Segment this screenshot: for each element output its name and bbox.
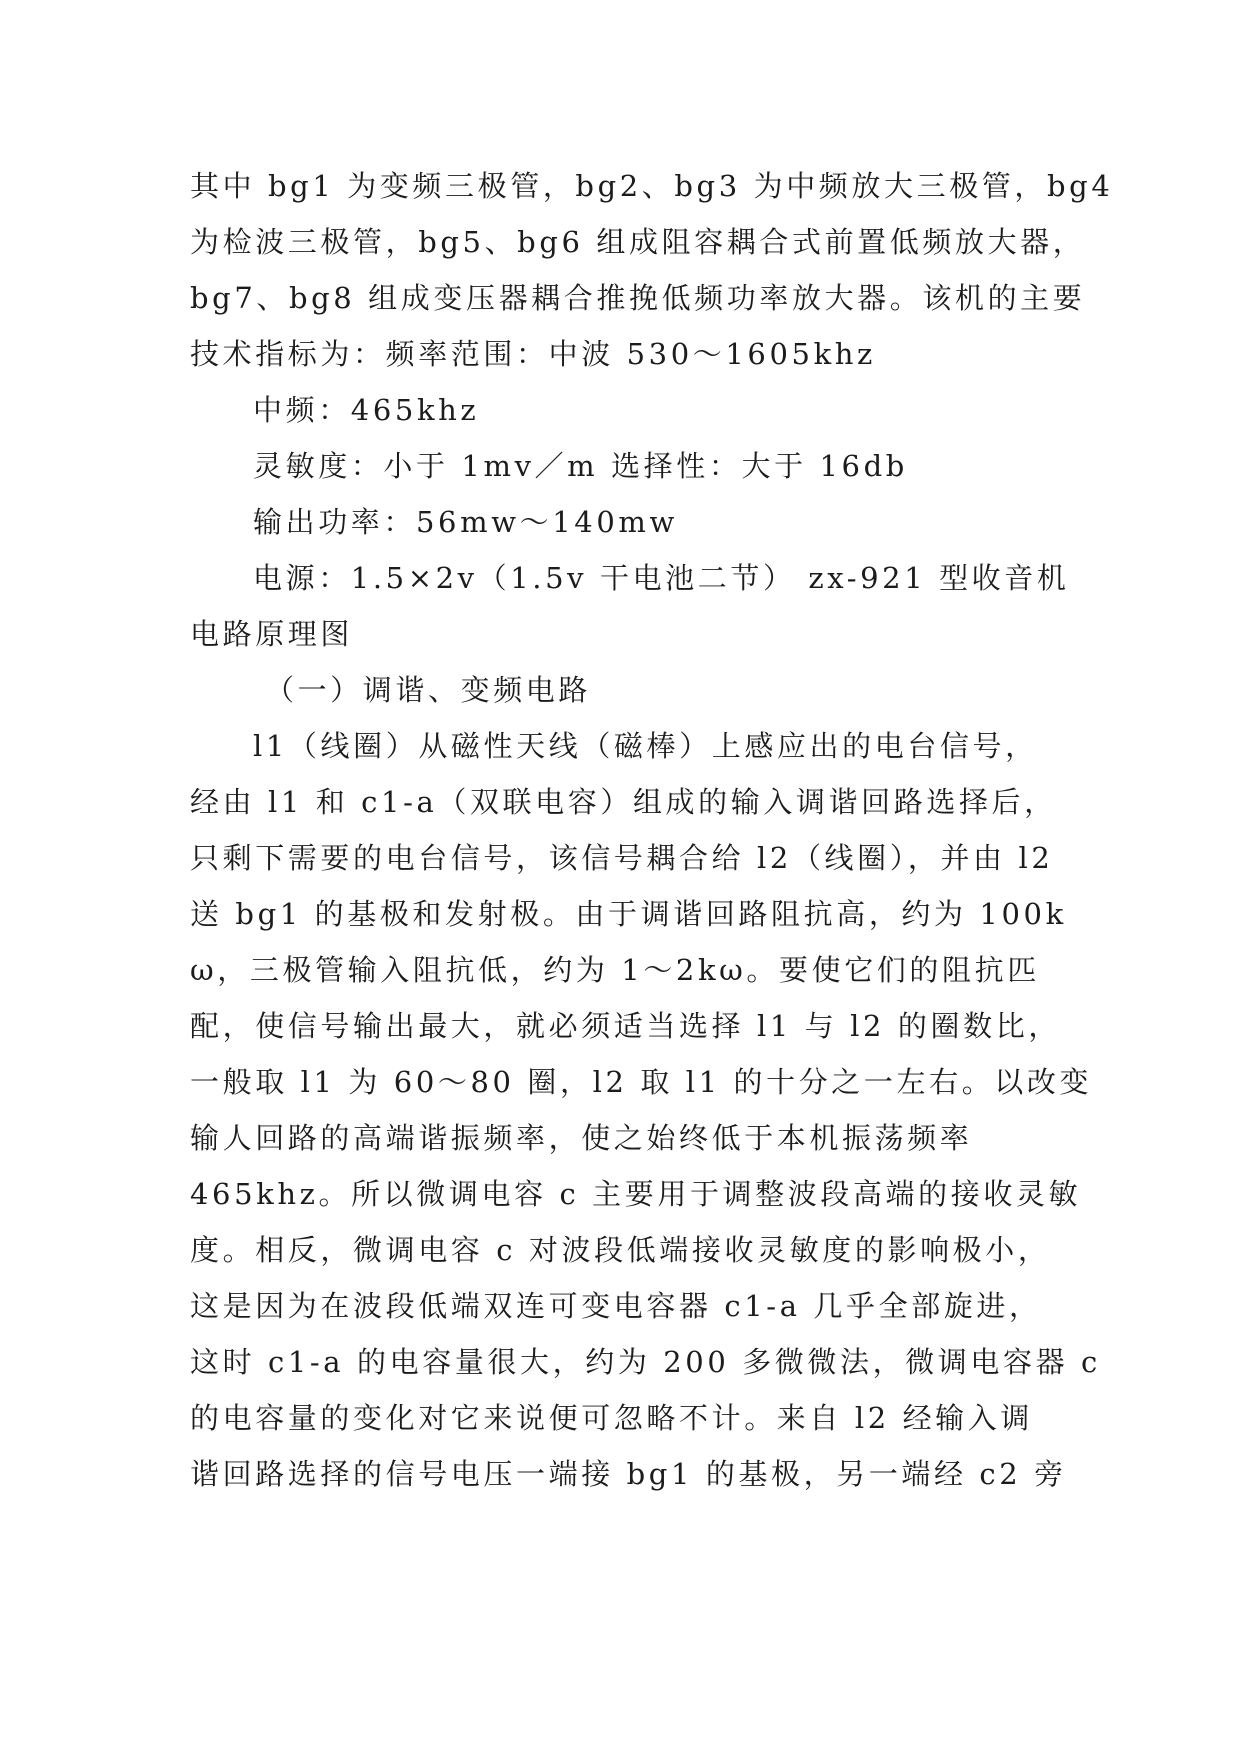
text-line: 送 bg1 的基极和发射极。由于调谐回路阻抗高，约为 100k — [190, 897, 1067, 931]
text-line: 输人回路的高端谐振频率，使之始终低于本机振荡频率 — [190, 1121, 973, 1155]
text-line: 的电容量的变化对它来说便可忽略不计。来自 l2 经输入调 — [190, 1401, 1033, 1435]
text-line: 其中 bg1 为变频三极管，bg2、bg3 为中频放大三极管，bg4 — [190, 169, 1114, 203]
text-line: 谐回路选择的信号电压一端接 bg1 的基极，另一端经 c2 旁 — [190, 1457, 1067, 1491]
text-line: bg7、bg8 组成变压器耦合推挽低频功率放大器。该机的主要 — [190, 281, 1086, 315]
text-line: 这时 c1-a 的电容量很大，约为 200 多微微法，微调电容器 c — [190, 1345, 1101, 1379]
text-line: 灵敏度：小于 1mv／m 选择性：大于 16db — [253, 449, 908, 483]
text-line: 配，使信号输出最大，就必须适当选择 l1 与 l2 的圈数比， — [190, 1009, 1061, 1043]
text-line: ω，三极管输入阻抗低，约为 1～2kω。要使它们的阻抗匹 — [190, 953, 1040, 987]
text-line: 度。相反，微调电容 c 对波段低端接收灵敏度的影响极小， — [190, 1233, 1051, 1267]
text-line: 只剩下需要的电台信号，该信号耦合给 l2（线圈），并由 l2 — [190, 841, 1054, 875]
text-line: 输出功率：56mw～140mw — [253, 505, 678, 539]
text-line: 经由 l1 和 c1-a（双联电容）组成的输入调谐回路选择后， — [190, 785, 1057, 819]
text-line: 一般取 l1 为 60～80 圈，l2 取 l1 的十分之一左右。以改变 — [190, 1065, 1093, 1099]
text-line: 电路原理图 — [190, 617, 354, 651]
text-line: 电源：1.5×2v（1.5v 干电池二节） zx-921 型收音机 — [253, 561, 1070, 595]
text-line: 为检波三极管，bg5、bg6 组成阻容耦合式前置低频放大器， — [190, 225, 1086, 259]
text-line: 中频：465khz — [253, 393, 480, 427]
text-line: 技术指标为：频率范围：中波 530～1605khz — [190, 337, 876, 371]
text-line: 465khz。所以微调电容 c 主要用于调整波段高端的接收灵敏 — [190, 1177, 1082, 1211]
section-heading: （一）调谐、变频电路 — [265, 673, 592, 707]
text-line: l1（线圈）从磁性天线（磁棒）上感应出的电台信号， — [253, 729, 1038, 763]
text-line: 这是因为在波段低端双连可变电容器 c1-a 几乎全部旋进， — [190, 1289, 1042, 1323]
